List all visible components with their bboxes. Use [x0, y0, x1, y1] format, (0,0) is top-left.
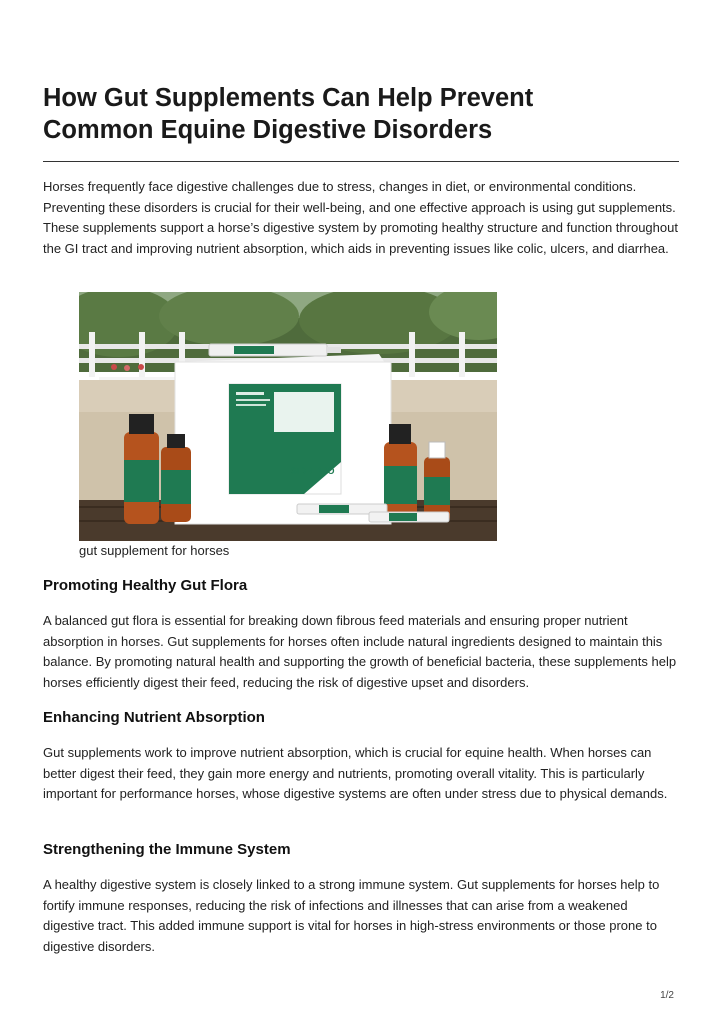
section-heading: Strengthening the Immune System [43, 841, 291, 858]
image-caption: gut supplement for horses [79, 543, 230, 558]
page-number: 1/2 [660, 990, 674, 1001]
section-paragraph: A healthy digestive system is closely linked to a strong immune system. Gut supplements for horses help to fortify immune responses, reducing the risk of infections and illnesses that can arise from a weakened digestive tract. This added immune support is vital for horses in high-stress environments or those prone to digestive disorders. [43, 877, 660, 954]
product-photo [79, 292, 497, 541]
box-label: SIDR PRO [291, 466, 335, 476]
section-paragraph: Gut supplements work to improve nutrient absorption, which is crucial for equine health. When horses can better digest their feed, they gain more energy and nutrients, promoting overall vitality. This is particularly important for performance horses, whose digestive systems are often under stress due to physical demands. [43, 745, 668, 801]
title-divider [43, 161, 679, 162]
article-title: How Gut Supplements Can Help Prevent Common Equine Digestive Disorders [43, 84, 534, 144]
section-paragraph: A balanced gut flora is essential for breaking down fibrous feed materials and ensuring proper nutrient absorption in horses. Gut supplements for horses often include natural ingredients designed to maintain this balance. By promoting natural health and supporting the growth of beneficial bacteria, these supplements help horses efficiently digest their feed, reducing the risk of digestive upset and disorders. [43, 613, 677, 690]
intro-paragraph: Horses frequently face digestive challenges due to stress, changes in diet, or environmental conditions. Preventing these disorders is crucial for their well-being, and one effective approach is using gut supplements. These supplements support a horse’s digestive system by promoting healthy structure and function throughout the GI tract and improving nutrient absorption, which aids in preventing issues like colic, ulcers, and diarrhea. [43, 179, 678, 256]
section-heading: Enhancing Nutrient Absorption [43, 709, 265, 726]
section-heading: Promoting Healthy Gut Flora [43, 577, 248, 594]
